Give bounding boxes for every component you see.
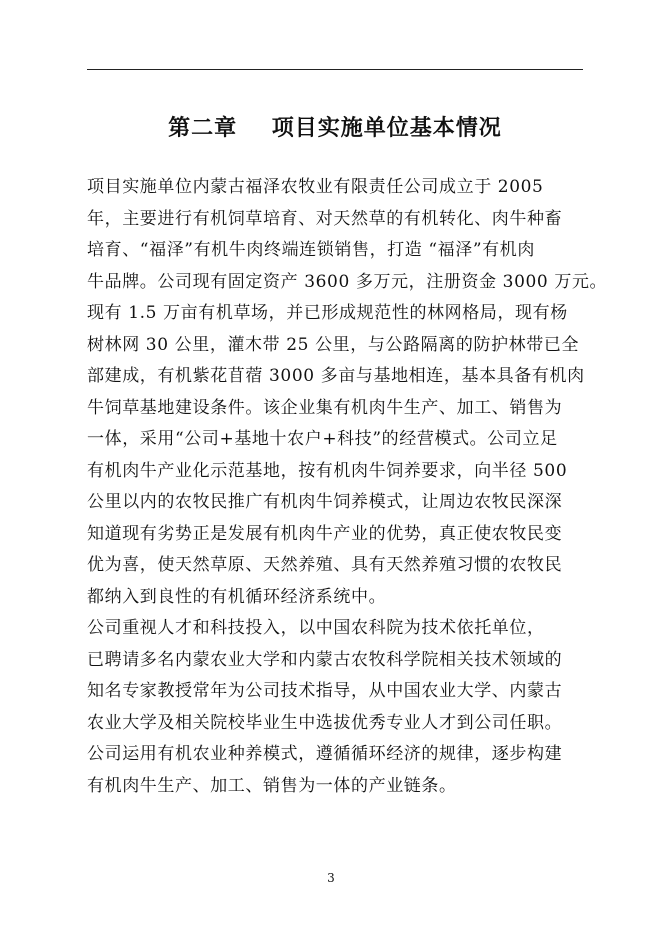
paragraph-line: 公司运用有机农业种养模式，遵循循环经济的规律，逐步构建 <box>87 744 563 764</box>
paragraph-line: 牛饲草基地建设条件。该企业集有机肉牛生产、加工、销售为 <box>87 397 563 418</box>
paragraph-talent-technology <box>87 613 583 802</box>
paragraph-company-overview <box>87 172 608 613</box>
paragraph-line: 知道现有劣势正是发展有机肉牛产业的优势，真正使农牧民变 <box>87 523 563 544</box>
page-number: 3 <box>327 871 335 885</box>
paragraph-line: 项目实施单位内蒙古福泽农牧业有限责任公司成立于 2005 <box>87 177 544 197</box>
body-text <box>87 172 608 802</box>
paragraph-line: 有机肉牛生产、加工、销售为一体的产业链条。 <box>87 775 457 796</box>
paragraph-line: 培育、“福泽”有机牛肉终端连锁销售，打造 “福泽”有机肉 <box>87 240 535 260</box>
chapter-title: 第二章 项目实施单位基本情况 <box>168 115 502 141</box>
header-rule <box>87 69 583 70</box>
paragraph-line: 农业大学及相关院校毕业生中选拔优秀专业人才到公司任职。 <box>87 712 563 733</box>
paragraph-line: 部建成，有机紫花苜蓿 3000 多亩与基地相连，基本具备有机肉 <box>87 366 585 386</box>
paragraph-line: 都纳入到良性的有机循环经济系统中。 <box>87 586 387 607</box>
paragraph-line: 年，主要进行有机饲草培育、对天然草的有机转化、肉牛种畜 <box>87 208 563 229</box>
paragraph-line: 有机肉牛产业化示范基地，按有机肉牛饲养要求，向半径 500 <box>87 460 568 481</box>
paragraph-line: 公司重视人才和科技投入，以中国农科院为技术依托单位， <box>87 618 545 638</box>
paragraph-line: 现有 1.5 万亩有机草场，并已形成规范性的林网格局，现有杨 <box>87 303 568 323</box>
paragraph-line: 树林网 30 公里，灌木带 25 公里，与公路隔离的防护林带已全 <box>87 334 580 355</box>
paragraph-line: 知名专家教授常年为公司技术指导，从中国农业大学、内蒙古 <box>87 681 563 701</box>
paragraph-line: 已聘请多名内蒙农业大学和内蒙古农牧科学院相关技术领域的 <box>87 649 563 670</box>
paragraph-line: 牛品牌。公司现有固定资产 3600 多万元，注册资金 3000 万元。 <box>87 271 608 292</box>
paragraph-line: 优为喜，使天然草原、天然养殖、具有天然养殖习惯的农牧民 <box>87 555 563 575</box>
paragraph-line: 公里以内的农牧民推广有机肉牛饲养模式，让周边农牧民深深 <box>87 492 563 512</box>
paragraph-line: 一体，采用“公司+基地十农户+科技”的经营模式。公司立足 <box>87 429 558 449</box>
